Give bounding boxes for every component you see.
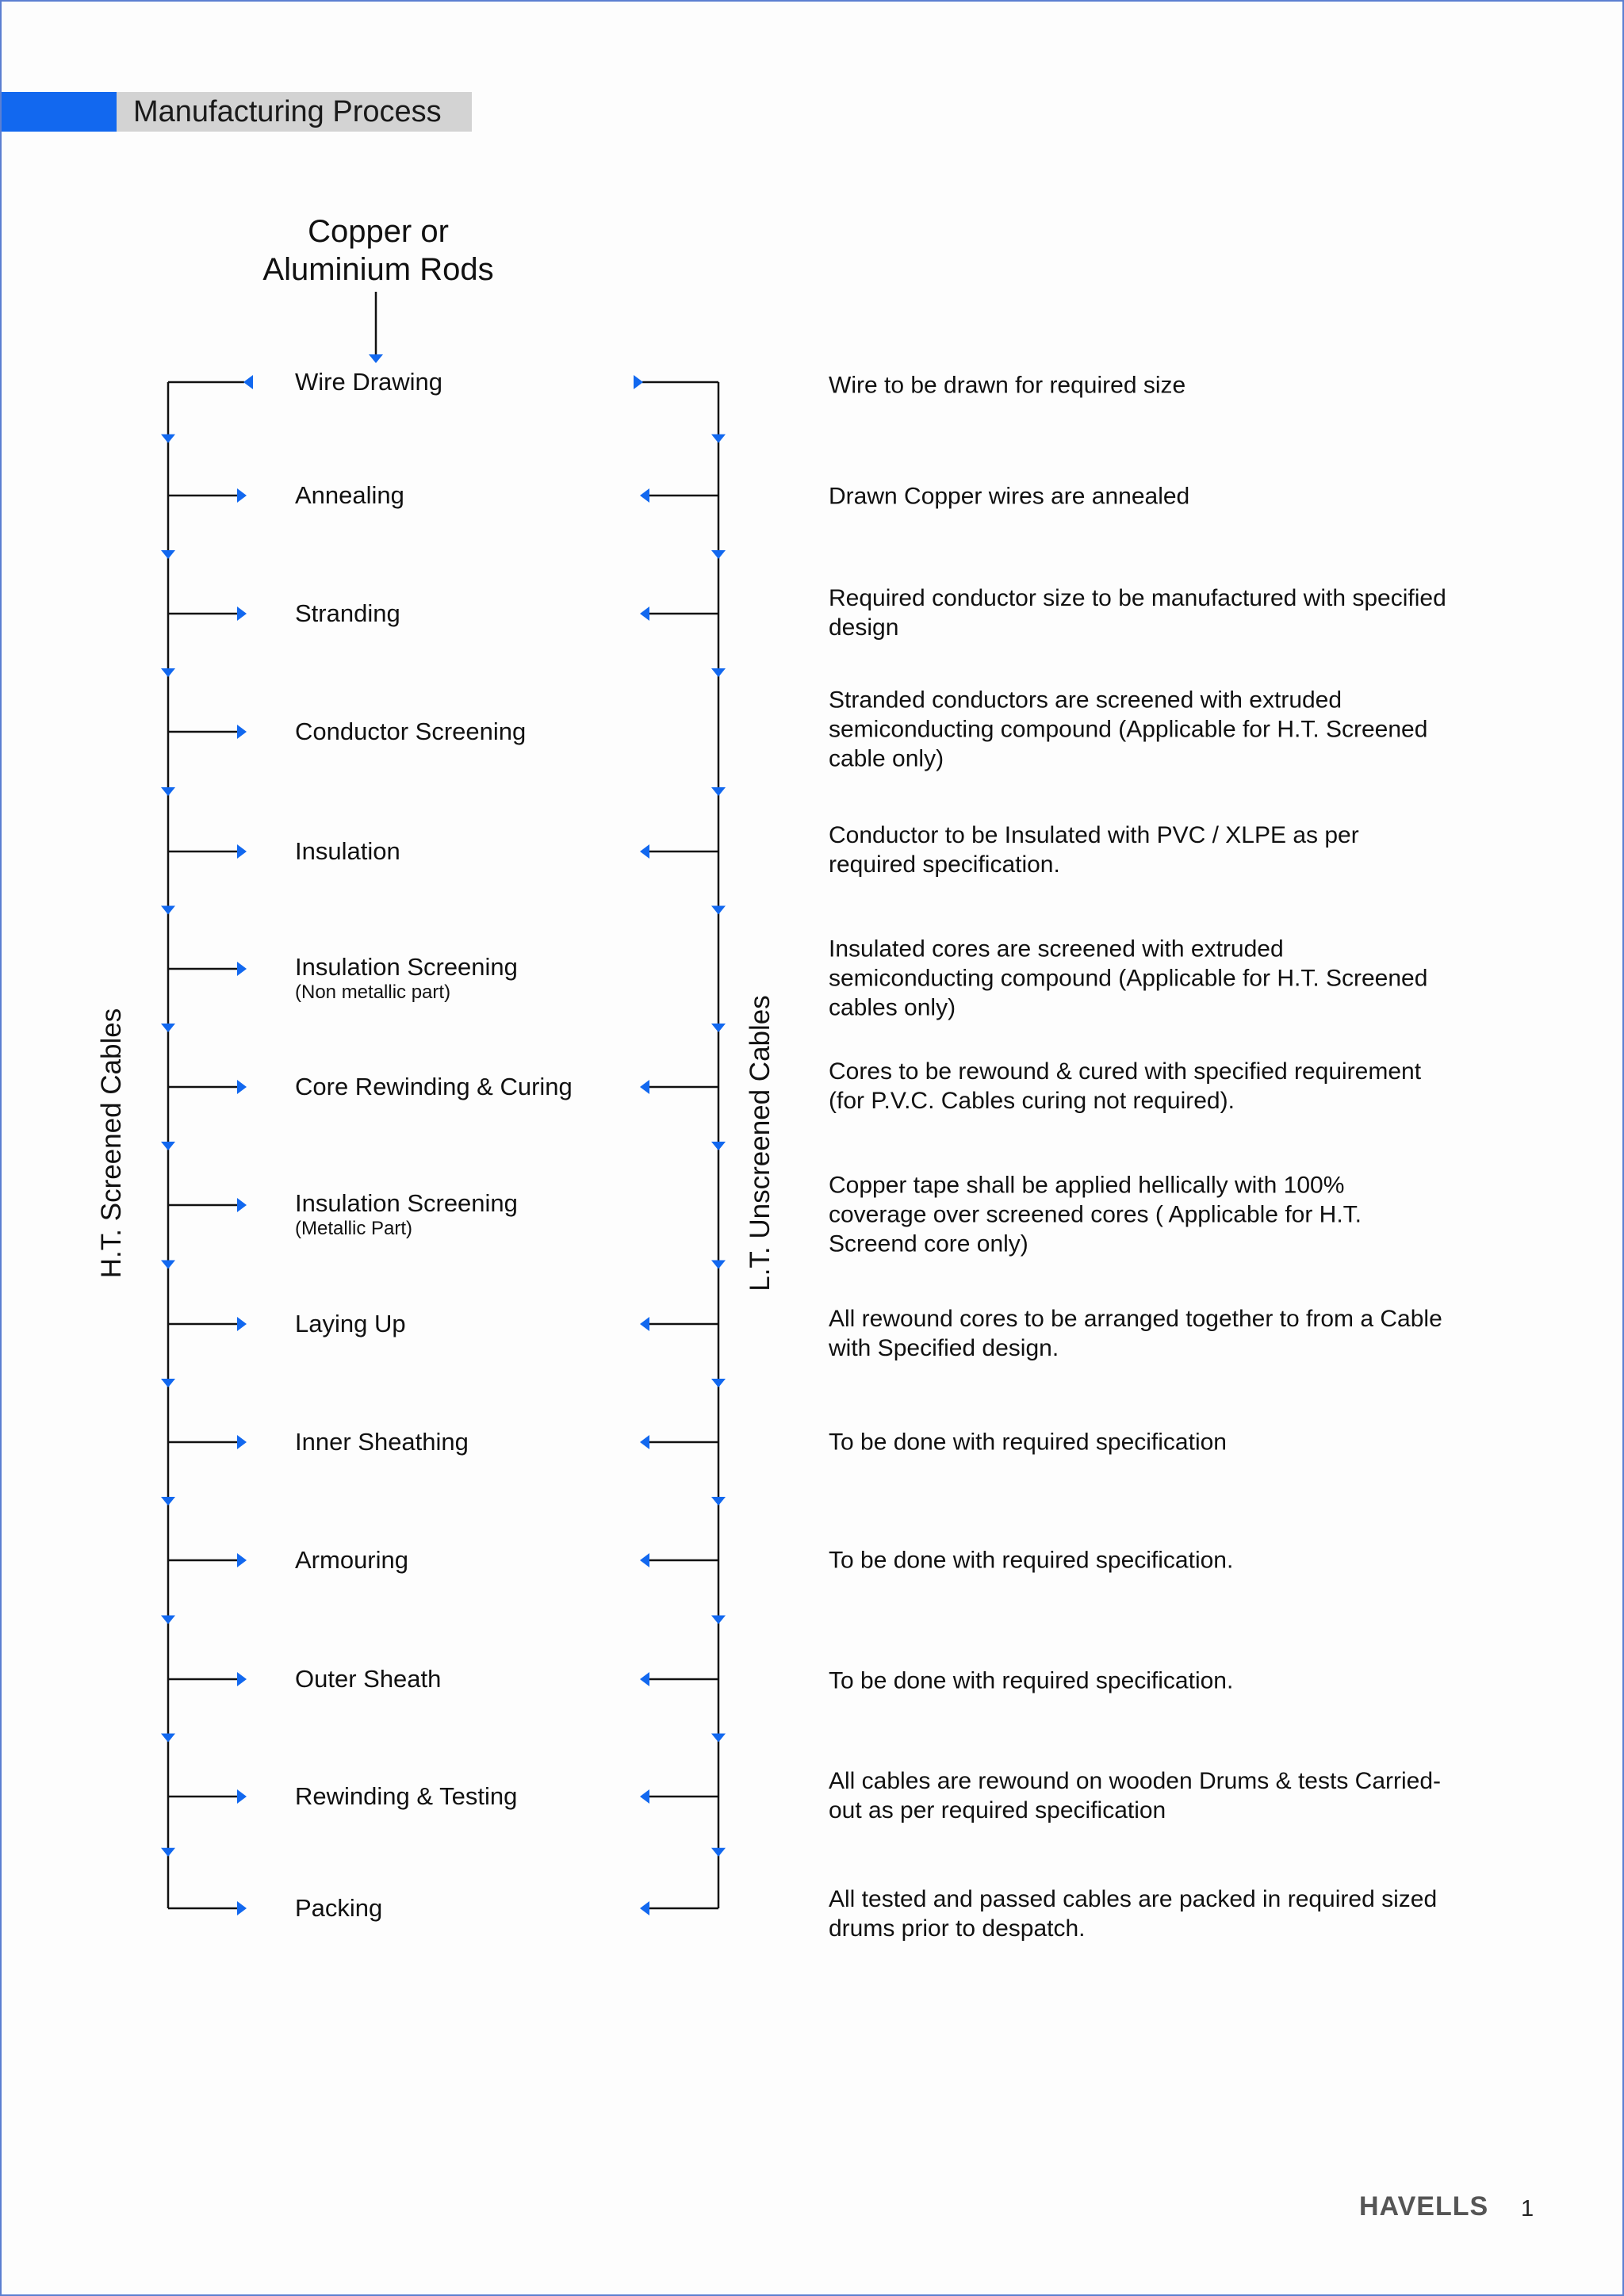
right-branch-arrowhead	[640, 488, 649, 503]
lt-unscreened-cables-label: L.T. Unscreened Cables	[745, 995, 776, 1292]
left-branch-arrowhead	[237, 844, 247, 859]
process-step-label: Rewinding & Testing	[295, 1782, 518, 1810]
process-step-label: Core Rewinding & Curing	[295, 1073, 573, 1100]
left-branch-arrowhead	[237, 962, 247, 976]
process-step-description: All cables are rewound on wooden Drums & tests Carried-out as per required specification	[829, 1768, 1442, 1823]
right-spine-arrowhead	[711, 1848, 726, 1857]
process-step-description: Cores to be rewound & cured with specified requirement (for P.V.C. Cables curing not required).	[829, 1058, 1422, 1114]
process-step-label: Wire Drawing	[295, 368, 443, 396]
process-step	[295, 718, 526, 746]
right-branch-arrowhead	[640, 607, 649, 621]
right-branch-arrowhead	[640, 844, 649, 859]
right-branch-arrowhead	[640, 1672, 649, 1686]
process-step-label: Armouring	[295, 1546, 408, 1574]
process-step	[295, 599, 400, 628]
process-step-label: Annealing	[295, 481, 404, 509]
process-step-description: To be done with required specification.	[829, 1547, 1234, 1574]
ht-screened-cables-label: H.T. Screened Cables	[96, 1008, 127, 1279]
process-step-label: Insulation Screening	[295, 1189, 518, 1217]
left-branch-arrowhead	[237, 488, 247, 503]
source-arrowhead	[369, 354, 383, 363]
process-step	[295, 1782, 517, 1811]
left-branch-arrowhead	[237, 1553, 247, 1567]
left-spine-arrowhead	[161, 1024, 175, 1032]
left-spine-arrowhead	[161, 1733, 175, 1742]
source-line-2: Aluminium Rods	[262, 252, 494, 287]
left-spine-arrowhead	[161, 1379, 175, 1387]
left-branch-arrowhead	[237, 1672, 247, 1686]
process-step-description: To be done with required specification	[829, 1429, 1227, 1456]
left-branch-arrowhead	[237, 725, 247, 739]
right-branch-arrowhead	[640, 1435, 649, 1449]
left-branch-arrowhead	[237, 1198, 247, 1212]
process-step-description: Required conductor size to be manufactured with specified design	[829, 585, 1446, 641]
left-spine-arrowhead	[161, 668, 175, 677]
process-flow-diagram	[2, 2, 1624, 2296]
left-spine-arrowhead	[161, 905, 175, 914]
right-branch-arrowhead	[640, 1080, 649, 1094]
right-spine-arrowhead	[711, 1379, 726, 1387]
brand-logo: HAVELLS	[1359, 2191, 1489, 2221]
process-step	[295, 837, 400, 866]
left-spine-arrowhead	[161, 1261, 175, 1269]
process-step	[295, 1894, 382, 1923]
right-spine-arrowhead	[711, 787, 726, 796]
left-branch-arrowhead	[237, 1789, 247, 1804]
right-spine-arrowhead	[711, 905, 726, 914]
right-spine-arrowhead	[711, 1733, 726, 1742]
right-branch-arrowhead	[640, 1901, 649, 1915]
right-spine-arrowhead	[711, 1497, 726, 1506]
process-step-description: Copper tape shall be applied hellically with 100% coverage over screened cores ( Applicable for H.T. Screend core only)	[829, 1172, 1362, 1257]
process-step	[295, 1310, 406, 1338]
process-step-description: Drawn Copper wires are annealed	[829, 483, 1190, 510]
process-step-label: Outer Sheath	[295, 1665, 442, 1693]
process-step-description: Conductor to be Insulated with PVC / XLPE as per required specification.	[829, 822, 1359, 878]
process-step-label: Stranding	[295, 599, 400, 627]
left-spine-arrowhead	[161, 1497, 175, 1506]
right-branch-arrowhead	[640, 1553, 649, 1567]
process-step-label: Packing	[295, 1894, 383, 1922]
right-spine-arrowhead	[711, 434, 726, 443]
left-spine-arrowhead	[161, 1848, 175, 1857]
left-branch-arrowhead	[237, 1317, 247, 1331]
right-spine-arrowhead	[711, 1024, 726, 1032]
right-spine-arrowhead	[711, 550, 726, 559]
process-step	[295, 1073, 573, 1101]
section-title-text: Manufacturing Process	[133, 94, 442, 128]
right-spine-arrowhead	[711, 1261, 726, 1269]
process-step	[295, 1665, 441, 1693]
process-step	[295, 1428, 469, 1456]
left-spine-arrowhead	[161, 1616, 175, 1624]
source-line-1: Copper or	[308, 214, 449, 249]
process-step	[295, 1189, 518, 1240]
process-step-description: Stranded conductors are screened with extruded semiconducting compound (Applicable for H.T. Screened cable only)	[829, 687, 1428, 772]
left-top-arrowhead	[243, 375, 253, 389]
process-step-sublabel: (Non metallic part)	[295, 982, 451, 1003]
process-step-description: Insulated cores are screened with extruded semiconducting compound (Applicable for H.T. Screened cables only)	[829, 936, 1428, 1021]
process-step-description: Wire to be drawn for required size	[829, 372, 1186, 399]
right-spine-arrowhead	[711, 1142, 726, 1150]
process-step-label: Insulation Screening	[295, 953, 518, 981]
process-step	[295, 1546, 408, 1575]
right-spine-arrowhead	[711, 668, 726, 677]
left-branch-arrowhead	[237, 607, 247, 621]
left-branch-arrowhead	[237, 1435, 247, 1449]
process-step-label: Insulation	[295, 837, 400, 865]
process-step-description: All tested and passed cables are packed in required sized drums prior to despatch.	[829, 1886, 1438, 1942]
page-number: 1	[1521, 2196, 1534, 2221]
left-spine-arrowhead	[161, 434, 175, 443]
process-step-label: Inner Sheathing	[295, 1428, 469, 1456]
process-step	[295, 953, 518, 1004]
right-spine-arrowhead	[711, 1616, 726, 1624]
process-step-label: Laying Up	[295, 1310, 406, 1337]
right-branch-arrowhead	[640, 1789, 649, 1804]
left-spine-arrowhead	[161, 550, 175, 559]
process-step-label: Conductor Screening	[295, 718, 527, 745]
left-branch-arrowhead	[237, 1080, 247, 1094]
right-branch-arrowhead	[640, 1317, 649, 1331]
process-step-sublabel: (Metallic Part)	[295, 1218, 413, 1239]
process-step	[295, 481, 404, 510]
process-step	[295, 368, 442, 396]
left-spine-arrowhead	[161, 787, 175, 796]
process-step-description: To be done with required specification.	[829, 1667, 1234, 1694]
left-spine-arrowhead	[161, 1142, 175, 1150]
left-branch-arrowhead	[237, 1901, 247, 1915]
process-step-description: All rewound cores to be arranged together to from a Cable with Specified design.	[829, 1306, 1442, 1361]
right-top-arrowhead	[634, 375, 643, 389]
